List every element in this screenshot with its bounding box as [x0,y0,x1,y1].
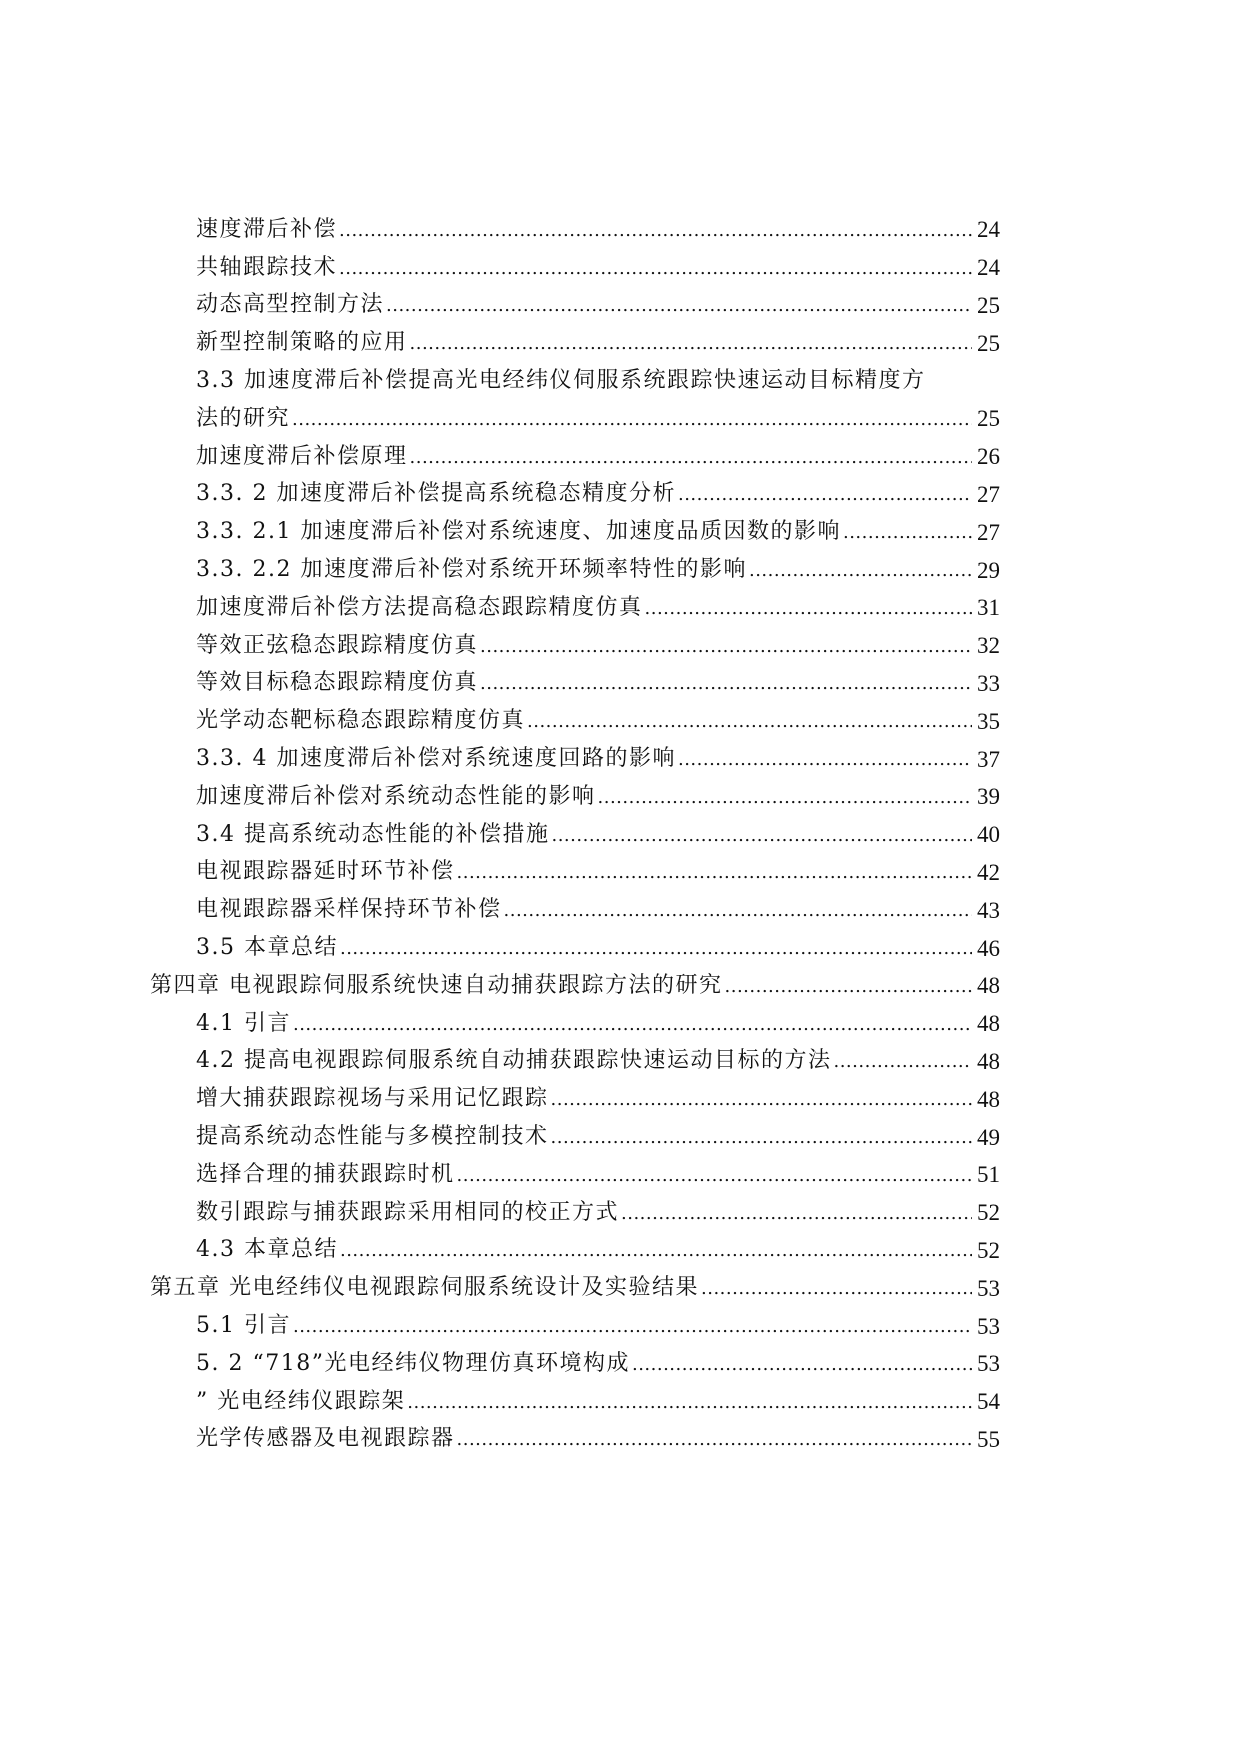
toc-entry[interactable] [150,1194,1000,1232]
toc-entry[interactable] [150,854,1000,892]
dot-leader [293,1013,972,1035]
toc-entry-page: 33 [977,670,1000,696]
toc-entry-page: 48 [977,973,1000,999]
toc-entry-title: 法的研究 [196,405,291,431]
toc-entry-title: 光学传感器及电视跟踪器 [196,1426,455,1452]
toc-entry-page: 48 [977,1086,1000,1112]
dot-leader [551,1088,972,1110]
dot-leader [457,1428,972,1450]
toc-entry-page: 37 [977,746,1000,772]
toc-entry-page: 55 [977,1426,1000,1452]
toc-entry-page: 27 [977,519,1000,545]
dot-leader [678,483,972,505]
toc-entry[interactable] [150,778,1000,816]
toc-entry-title: 电视跟踪器采样保持环节补偿 [196,897,502,923]
toc-entry-page: 35 [977,708,1000,734]
dot-leader [480,635,972,657]
dot-leader [504,899,972,921]
dot-leader [843,521,972,543]
dot-leader [527,710,972,732]
toc-entry[interactable] [150,740,1000,778]
toc-entry[interactable] [150,400,1000,438]
toc-entry[interactable] [150,1080,1000,1118]
dot-leader [293,1315,972,1337]
dot-leader [598,786,972,808]
toc-entry-title: 等效目标稳态跟踪精度仿真 [196,670,479,696]
dot-leader [339,257,972,279]
dot-leader [621,1202,972,1224]
toc-entry-page: 24 [977,255,1000,281]
toc-entry[interactable] [150,1005,1000,1043]
toc-entry-title: 3.3 加速度滞后补偿提高光电经纬仪伺服系统跟踪快速运动目标精度方 [196,368,926,394]
toc-entry[interactable] [150,665,1000,703]
toc-entry-title: 第五章 光电经纬仪电视跟踪伺服系统设计及实验结果 [150,1275,699,1301]
dot-leader [645,597,972,619]
toc-entry-title: 3.3. 4 加速度滞后补偿对系统速度回路的影响 [196,746,676,772]
toc-entry[interactable] [150,891,1000,929]
toc-entry-wrapped-line[interactable] [150,362,1000,400]
toc-entry-page: 32 [977,633,1000,659]
dot-leader [386,294,972,316]
toc-entry[interactable] [150,1345,1000,1383]
toc-entry-title: 选择合理的捕获跟踪时机 [196,1161,455,1187]
dot-leader [725,975,973,997]
toc-entry-page: 53 [977,1351,1000,1377]
table-of-contents [150,211,1000,1458]
toc-chapter-entry[interactable] [150,1269,1000,1307]
toc-entry-page: 25 [977,292,1000,318]
toc-entry-page: 40 [977,822,1000,848]
dot-leader [410,446,972,468]
toc-entry-page: 51 [977,1162,1000,1188]
toc-entry[interactable] [150,1421,1000,1459]
toc-entry-title: 3.5 本章总结 [196,935,338,961]
toc-entry-page: 53 [977,1313,1000,1339]
toc-entry-title: 新型控制策略的应用 [196,330,408,356]
toc-entry-title: 3.3. 2.1 加速度滞后补偿对系统速度、加速度品质因数的影响 [196,519,841,545]
toc-entry[interactable] [150,1307,1000,1345]
toc-entry-page: 48 [977,1011,1000,1037]
toc-entry-title: 5.1 引言 [196,1313,291,1338]
toc-entry-title: 第四章 电视跟踪伺服系统快速自动捕获跟踪方法的研究 [150,972,723,998]
toc-entry[interactable] [150,438,1000,476]
toc-entry[interactable] [150,1232,1000,1270]
toc-entry-page: 43 [977,897,1000,923]
toc-entry-title: 5. 2 “718”光电经纬仪物理仿真环境构成 [196,1350,630,1376]
toc-entry[interactable] [150,324,1000,362]
toc-entry-page: 52 [977,1200,1000,1226]
dot-leader [833,1050,972,1072]
toc-entry-page: 48 [977,1048,1000,1074]
toc-entry-title: 3.4 提高系统动态性能的补偿措施 [196,821,550,847]
toc-entry-page: 31 [977,595,1000,621]
toc-entry-title: 等效正弦稳态跟踪精度仿真 [196,632,479,658]
toc-entry-title: 4.3 本章总结 [196,1237,338,1263]
toc-entry-title: 动态高型控制方法 [196,292,385,318]
dot-leader [339,219,972,241]
toc-entry-page: 27 [977,481,1000,507]
toc-entry-page: 29 [977,557,1000,583]
toc-entry-title: 4.2 提高电视跟踪伺服系统自动捕获跟踪快速运动目标的方法 [196,1048,832,1074]
toc-entry-title: 速度滞后补偿 [196,216,338,242]
toc-entry-page: 49 [977,1124,1000,1150]
toc-entry-title: 电视跟踪器延时环节补偿 [196,859,455,885]
dot-leader [701,1277,972,1299]
toc-entry-title: 光学动态靶标稳态跟踪精度仿真 [196,708,526,734]
dot-leader [749,559,972,581]
toc-entry-title: 加速度滞后补偿原理 [196,443,408,469]
dot-leader [340,937,972,959]
dot-leader [457,861,972,883]
toc-entry-page: 25 [977,406,1000,432]
dot-leader [410,332,972,354]
toc-entry-title: 共轴跟踪技术 [196,254,338,280]
dot-leader [678,748,972,770]
dot-leader [480,672,972,694]
toc-entry[interactable] [150,476,1000,514]
toc-entry[interactable] [150,627,1000,665]
toc-entry[interactable] [150,211,1000,249]
toc-entry[interactable] [150,1043,1000,1081]
toc-entry[interactable] [150,551,1000,589]
toc-entry-title: 提高系统动态性能与多模控制技术 [196,1124,549,1150]
toc-entry-page: 53 [977,1275,1000,1301]
toc-entry-title: 4.1 引言 [196,1010,291,1036]
toc-entry-title: 数引跟踪与捕获跟踪采用相同的校正方式 [196,1199,620,1225]
toc-entry-title: 3.3. 2.2 加速度滞后补偿对系统开环频率特性的影响 [196,557,747,583]
toc-entry[interactable] [150,287,1000,325]
toc-entry[interactable] [150,249,1000,287]
toc-entry-title: 增大捕获跟踪视场与采用记忆跟踪 [196,1086,549,1112]
toc-entry-page: 54 [977,1389,1000,1415]
toc-entry[interactable] [150,1156,1000,1194]
toc-entry[interactable] [150,589,1000,627]
toc-entry-page: 42 [977,859,1000,885]
toc-entry-title: 加速度滞后补偿方法提高稳态跟踪精度仿真 [196,594,643,620]
toc-entry-page: 46 [977,935,1000,961]
dot-leader [292,408,972,430]
toc-entry-title: ” 光电经纬仪跟踪架 [196,1388,406,1414]
toc-chapter-entry[interactable] [150,967,1000,1005]
toc-entry-page: 26 [977,444,1000,470]
dot-leader [457,1164,972,1186]
toc-entry-page: 39 [977,784,1000,810]
toc-entry-page: 24 [977,217,1000,243]
dot-leader [340,1239,972,1261]
dot-leader [632,1353,972,1375]
toc-entry[interactable] [150,513,1000,551]
dot-leader [407,1391,972,1413]
toc-entry[interactable] [150,1118,1000,1156]
toc-entry[interactable] [150,929,1000,967]
toc-entry-page: 52 [977,1237,1000,1263]
toc-entry[interactable] [150,702,1000,740]
toc-entry-title: 加速度滞后补偿对系统动态性能的影响 [196,783,596,809]
toc-entry[interactable] [150,1383,1000,1421]
toc-entry-title: 3.3. 2 加速度滞后补偿提高系统稳态精度分析 [196,481,676,507]
toc-entry-page: 25 [977,330,1000,356]
toc-entry[interactable] [150,816,1000,854]
dot-leader [551,824,972,846]
dot-leader [551,1126,972,1148]
